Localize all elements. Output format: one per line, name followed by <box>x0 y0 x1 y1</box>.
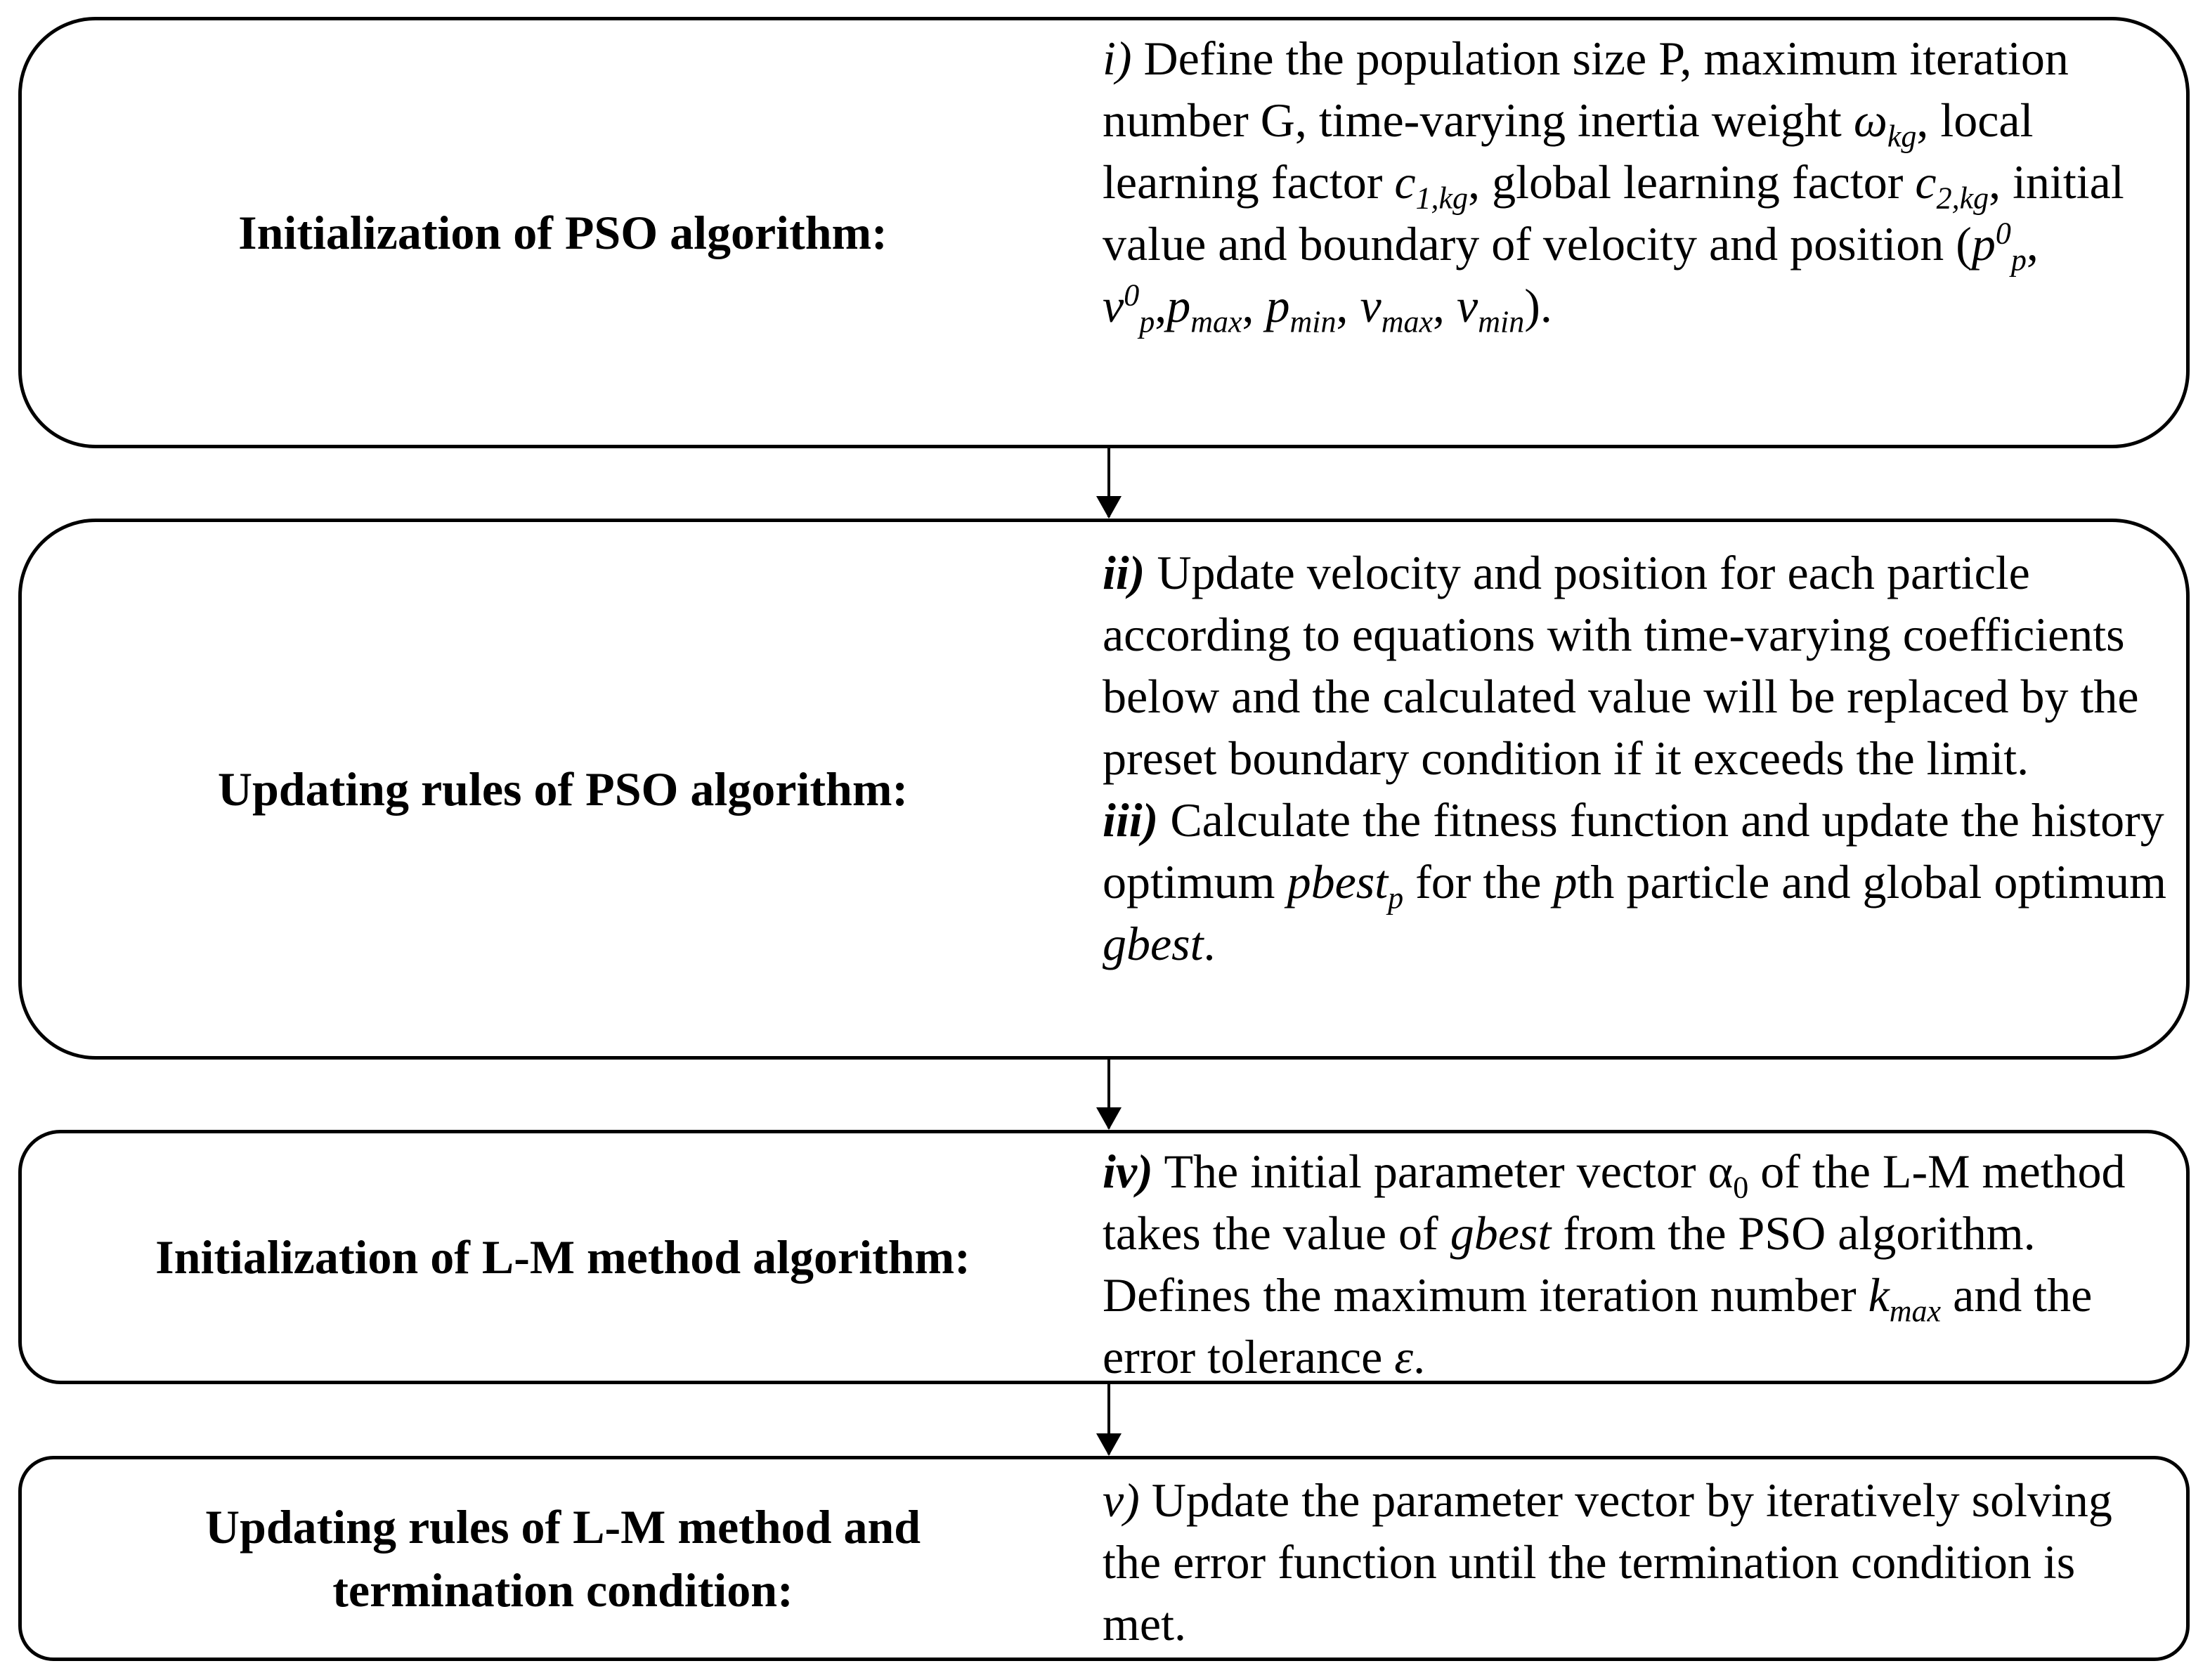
math-symbol: p <box>1266 279 1290 332</box>
math-symbol: v <box>1457 279 1478 332</box>
step-label: Updating rules of PSO algorithm: <box>217 762 909 816</box>
desc-text: Define the population size P, maximum iteration number G, time-varying inertia weight <box>1103 32 2069 147</box>
math-subscript: 0 <box>1733 1170 1749 1205</box>
math-symbol: ε <box>1394 1330 1414 1383</box>
desc-text: ). <box>1524 279 1552 332</box>
math-subscript: max <box>1190 304 1242 339</box>
step-box-lm-update <box>18 1456 2190 1661</box>
step-description <box>1103 27 2171 337</box>
desc-text: , <box>1242 279 1266 332</box>
math-symbol: pbest <box>1287 855 1389 909</box>
step-numeral: iii) <box>1103 793 1159 847</box>
desc-text: , <box>1336 279 1360 332</box>
math-symbol: c <box>1394 155 1416 209</box>
desc-text: and the error tolerance <box>1103 1268 2093 1383</box>
step-numeral: iv) <box>1103 1145 1153 1198</box>
desc-text: for the <box>1403 855 1554 909</box>
math-symbol: ω <box>1853 93 1887 147</box>
math-symbol: v <box>1360 279 1382 332</box>
flow-arrow-down <box>1107 448 1110 517</box>
math-symbol: k <box>1868 1268 1890 1322</box>
math-symbol: gbest <box>1450 1206 1552 1260</box>
desc-text: from the PSO algorithm. Defines the maximum iteration number <box>1103 1206 2036 1322</box>
math-superscript: 0 <box>1995 216 2011 251</box>
math-subscript: p <box>1388 880 1404 916</box>
step-label-line: termination condition: <box>332 1563 793 1617</box>
desc-text: Update velocity and position for each particle according to equations with time-varying coefficients below and the calculated value will be replaced by the preset boundary condition if it exceeds the limit. <box>1103 546 2139 785</box>
math-subscript: kg <box>1887 119 1917 154</box>
step-label <box>22 1459 1104 1658</box>
math-symbol: p <box>1971 217 1996 271</box>
desc-text: Calculate the fitness function and update the history optimum <box>1103 793 2164 909</box>
math-symbol: v <box>1103 279 1124 332</box>
step-label: Initialization of L-M method algorithm: <box>155 1230 970 1284</box>
step-label: Initialization of PSO algorithm: <box>238 206 888 259</box>
step-label-line: Updating rules of L-M method and <box>204 1500 921 1554</box>
step-description <box>1103 542 2171 975</box>
math-subscript: p <box>2010 242 2027 278</box>
step-numeral: i) <box>1103 32 1132 85</box>
step-box-pso-update <box>18 519 2190 1060</box>
step-box-lm-init <box>18 1130 2190 1384</box>
desc-text: of the L-M method takes the value of <box>1103 1145 2126 1260</box>
flow-arrow-down <box>1107 1384 1110 1454</box>
desc-text: . <box>1413 1330 1426 1383</box>
step-numeral: v) <box>1103 1473 1140 1527</box>
math-subscript: max <box>1889 1294 1942 1329</box>
desc-text: , <box>1433 279 1457 332</box>
math-subscript: min <box>1289 304 1337 339</box>
desc-text: Update the parameter vector by iteratively solving the error function until the termination condition is met. <box>1103 1473 2112 1650</box>
math-superscript: 0 <box>1124 278 1140 313</box>
desc-text: , initial value and boundary of velocity and position ( <box>1103 155 2124 271</box>
desc-text: , global learning factor <box>1468 155 1916 209</box>
math-symbol: c <box>1915 155 1937 209</box>
desc-text: th particle and global optimum <box>1577 855 2166 909</box>
flow-arrow-down <box>1107 1060 1110 1128</box>
math-symbol: p <box>1166 279 1191 332</box>
step-box-pso-init <box>18 17 2190 448</box>
step-description <box>1103 1469 2171 1655</box>
desc-text: The initial parameter vector α <box>1152 1145 1734 1198</box>
math-subscript: 2,kg <box>1936 181 1989 216</box>
desc-text: , <box>2026 217 2039 271</box>
math-subscript: p <box>1139 304 1155 339</box>
math-subscript: min <box>1478 304 1525 339</box>
math-subscript: max <box>1381 304 1433 339</box>
step-description <box>1103 1140 2171 1388</box>
math-symbol: gbest <box>1103 917 1204 970</box>
math-symbol: p <box>1553 855 1578 909</box>
desc-text: , <box>1155 279 1167 332</box>
desc-text: . <box>1203 917 1216 970</box>
math-subscript: 1,kg <box>1415 181 1469 216</box>
step-numeral: ii) <box>1103 546 1145 599</box>
desc-text: , local learning factor <box>1103 93 2034 209</box>
